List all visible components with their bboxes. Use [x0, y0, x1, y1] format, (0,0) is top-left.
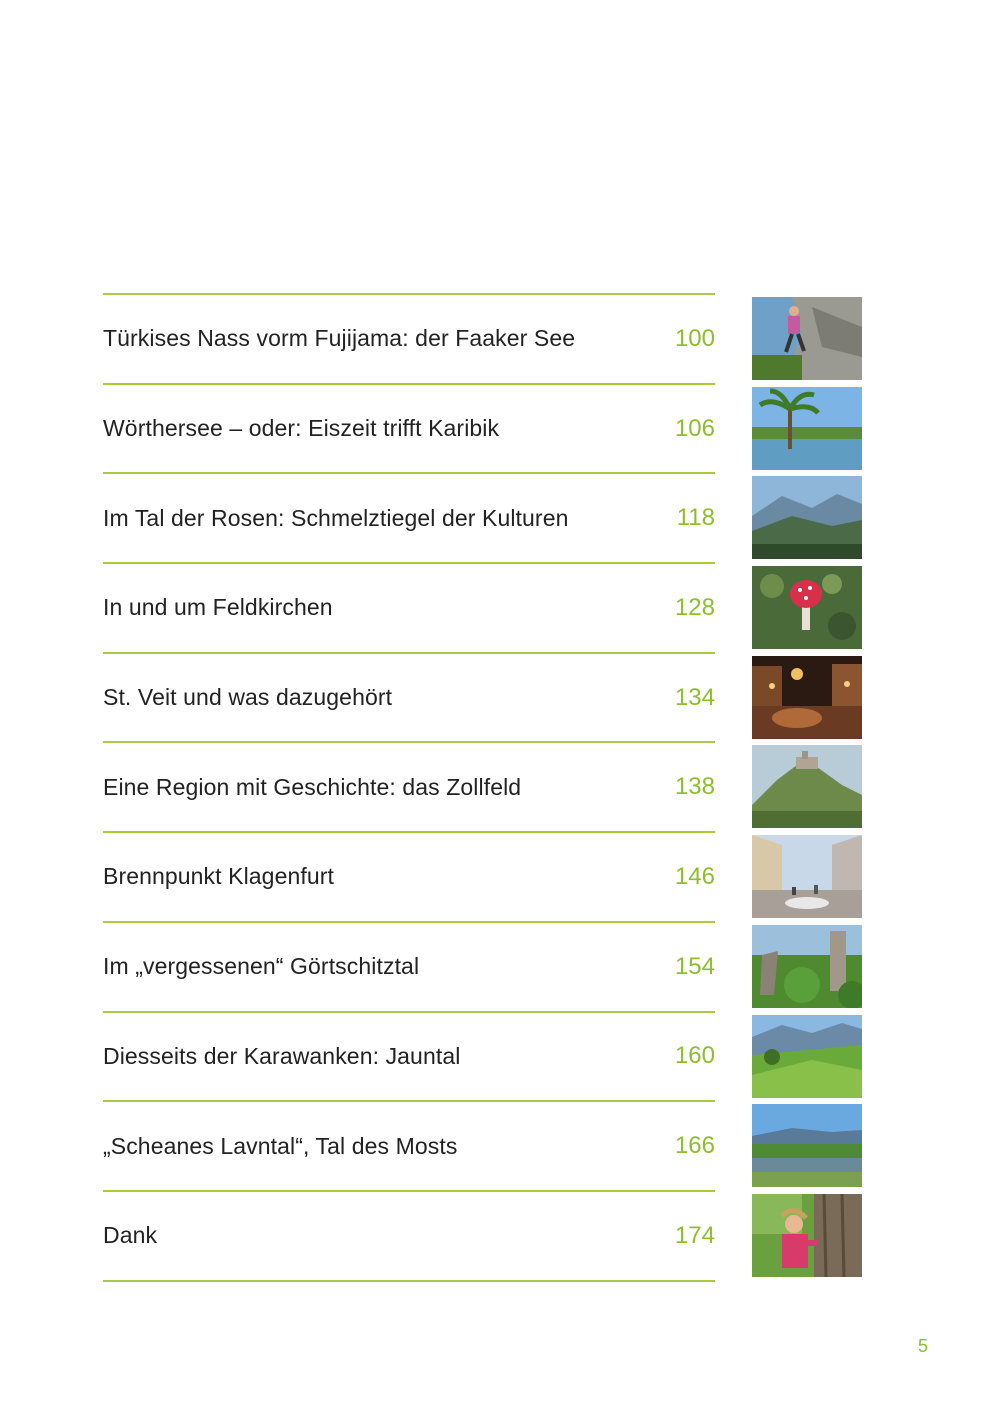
toc-entry-title: Im „vergessenen“ Görtschitztal	[103, 953, 420, 980]
toc-entry-page: 128	[674, 593, 715, 621]
toc-entry-page: 118	[676, 504, 715, 532]
toc-entry-title: Eine Region mit Geschichte: das Zollfeld	[103, 773, 522, 800]
toc-entry-page: 146	[674, 862, 715, 890]
toc-entry-page: 160	[674, 1042, 715, 1070]
page-number: 5	[918, 1336, 929, 1356]
toc-entry-title: Wörthersee – oder: Eiszeit trifft Karibik	[103, 415, 500, 442]
thumbnail-city-street	[752, 835, 862, 918]
toc-entry-title: Dank	[103, 1222, 158, 1249]
thumbnail-meadow	[752, 1015, 862, 1098]
divider-rule	[103, 1280, 715, 1282]
toc-entry[interactable]	[103, 295, 715, 383]
toc-entry-title: In und um Feldkirchen	[103, 594, 333, 621]
toc-entry[interactable]	[103, 833, 715, 921]
toc-entry[interactable]	[103, 1102, 715, 1190]
thumbnail-river	[752, 1104, 862, 1187]
toc-entry-title: Türkises Nass vorm Fujijama: der Faaker See	[103, 325, 576, 352]
toc-entry-title: Brennpunkt Klagenfurt	[103, 863, 334, 890]
toc-entry[interactable]	[103, 564, 715, 652]
toc-entry[interactable]	[103, 385, 715, 473]
toc-entry-page: 174	[674, 1221, 715, 1249]
toc-entry-page: 138	[674, 773, 715, 801]
thumbnail-night-square	[752, 656, 862, 739]
thumbnail-palm-lake	[752, 387, 862, 470]
toc-entry-page: 100	[674, 324, 715, 352]
toc-entry[interactable]	[103, 1192, 715, 1280]
toc-entry-page: 134	[674, 683, 715, 711]
thumbnail-column	[752, 297, 862, 1284]
toc-entry-page: 154	[674, 952, 715, 980]
toc-entry-page: 166	[674, 1132, 715, 1160]
thumbnail-tree-hug	[752, 1194, 862, 1277]
toc-entry[interactable]	[103, 654, 715, 742]
thumbnail-climber	[752, 297, 862, 380]
thumbnail-mushroom	[752, 566, 862, 649]
table-of-contents	[103, 293, 715, 1282]
toc-entry[interactable]	[103, 1013, 715, 1101]
thumbnail-ruins	[752, 925, 862, 1008]
toc-entry-title: Im Tal der Rosen: Schmelztiegel der Kulturen	[103, 504, 569, 531]
toc-entry[interactable]	[103, 923, 715, 1011]
toc-entry[interactable]	[103, 474, 715, 562]
toc-entry-title: St. Veit und was dazugehört	[103, 684, 393, 711]
toc-entry-title: Diesseits der Karawanken: Jauntal	[103, 1042, 461, 1069]
toc-entry-title: „Scheanes Lavntal“, Tal des Mosts	[103, 1132, 458, 1159]
thumbnail-castle-hill	[752, 745, 862, 828]
toc-entry-page: 106	[674, 414, 715, 442]
thumbnail-valley	[752, 476, 862, 559]
toc-entry[interactable]	[103, 743, 715, 831]
